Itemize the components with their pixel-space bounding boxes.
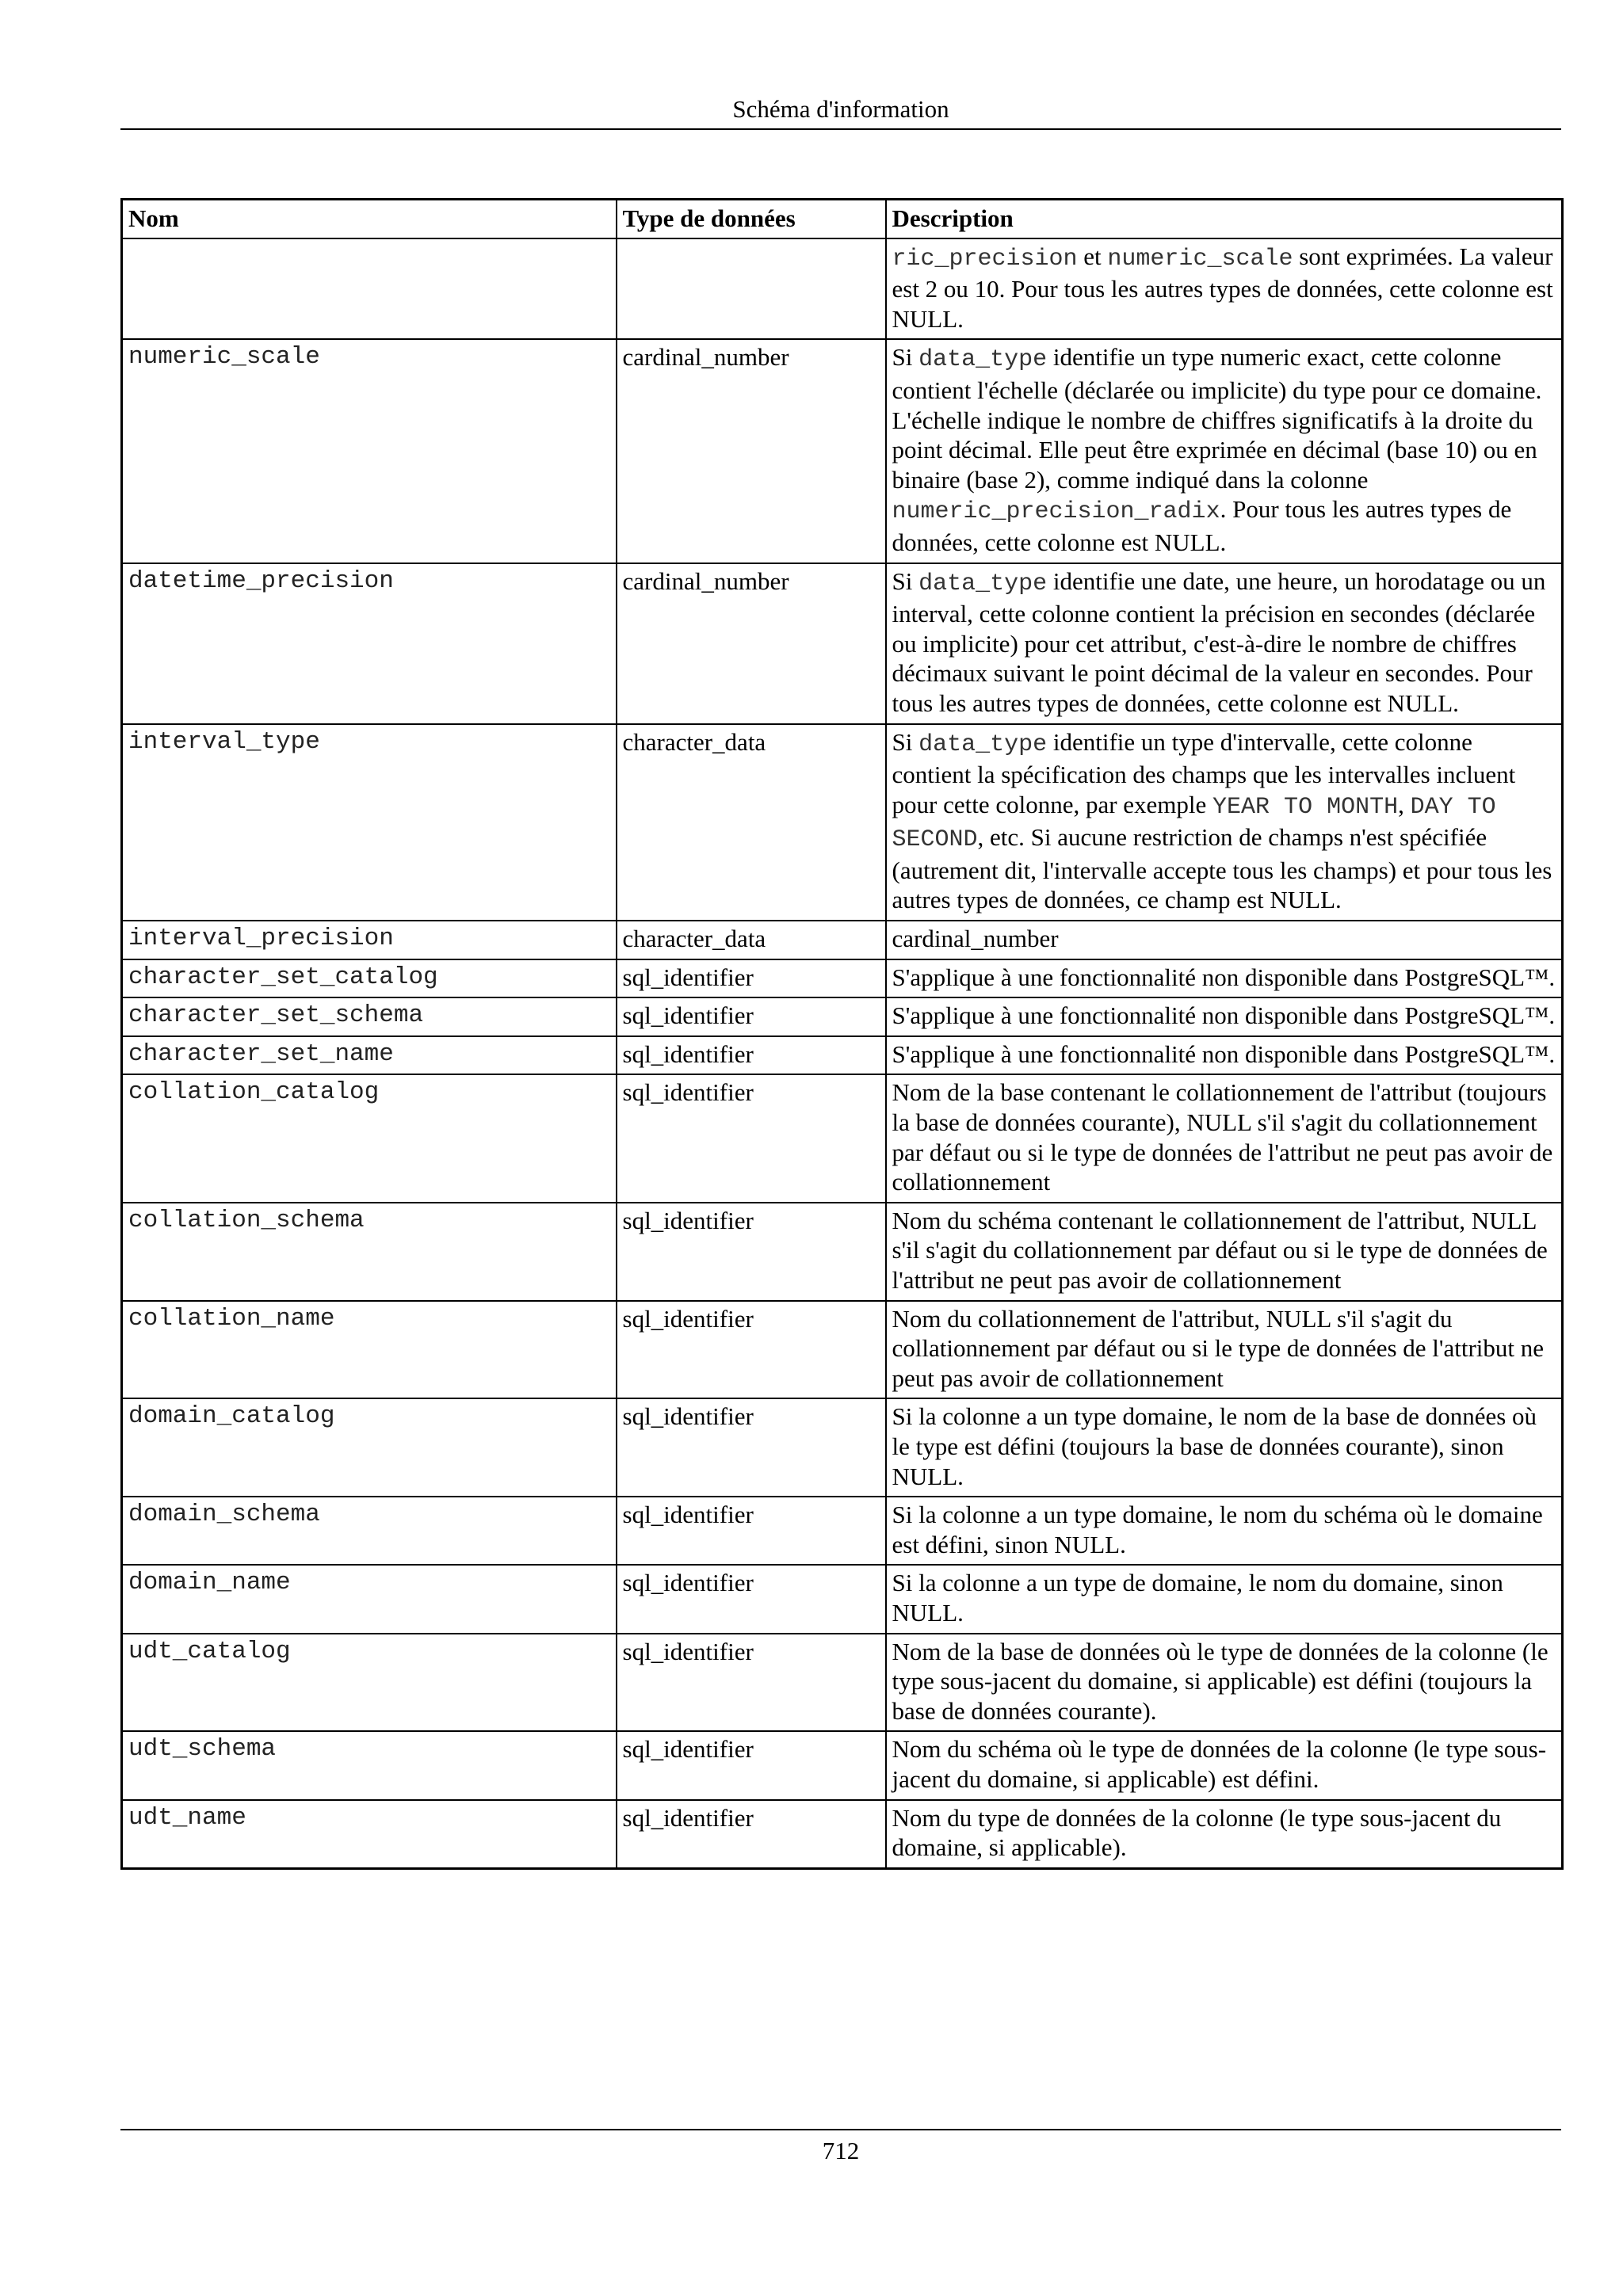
desc-text: et: [1077, 242, 1108, 270]
code-fragment: DAY TO SECOND: [892, 793, 1496, 854]
table-row: [122, 1634, 1563, 1732]
row-type: sql_identifier: [617, 1036, 886, 1075]
row-name: udt_name: [122, 1800, 617, 1869]
row-type: sql_identifier: [617, 1203, 886, 1301]
column-header-type: Type de données: [617, 200, 886, 238]
row-type: sql_identifier: [617, 1634, 886, 1732]
code-fragment: numeric_precision_radix: [892, 498, 1220, 526]
code-fragment: ric_precision: [892, 245, 1078, 273]
desc-text: Si: [892, 566, 919, 595]
row-type: cardinal_number: [617, 563, 886, 724]
row-name: numeric_scale: [122, 339, 617, 563]
table-row: [122, 1074, 1563, 1202]
row-name: domain_name: [122, 1565, 617, 1633]
row-type: sql_identifier: [617, 1800, 886, 1869]
row-description: [886, 563, 1563, 724]
row-type: sql_identifier: [617, 1074, 886, 1202]
table-row: [122, 724, 1563, 921]
row-description: Nom du collationnement de l'attribut, NULL s'il s'agit du collationnement par défaut ou si le type de données de l'attribut ne peut pas avoir de collationnement: [886, 1301, 1563, 1399]
row-type: cardinal_number: [617, 339, 886, 563]
table-row: [122, 921, 1563, 959]
row-type: sql_identifier: [617, 1731, 886, 1799]
page-number: 712: [822, 2137, 860, 2164]
table-row: [122, 1301, 1563, 1399]
row-name: udt_schema: [122, 1731, 617, 1799]
table-row: [122, 1036, 1563, 1075]
row-description: cardinal_number: [886, 921, 1563, 959]
desc-text: sont exprimées. La valeur est 2 ou 10. Pour tous les autres types de données, cette colonne est NULL.: [892, 242, 1553, 333]
row-description: Nom de la base contenant le collationnement de l'attribut (toujours la base de données courante), NULL s'il s'agit du collationnement par défaut ou si le type de données de l'attribut ne peut pas avoir de collationnement: [886, 1074, 1563, 1202]
row-description: S'applique à une fonctionnalité non disponible dans PostgreSQL™.: [886, 1036, 1563, 1075]
row-name: domain_catalog: [122, 1398, 617, 1497]
table-row: [122, 563, 1563, 724]
code-fragment: data_type: [918, 730, 1048, 758]
code-fragment: data_type: [918, 346, 1048, 374]
row-description: [886, 724, 1563, 921]
row-description: Si la colonne a un type domaine, le nom de la base de données où le type est défini (toujours la base de données courante), sinon NULL.: [886, 1398, 1563, 1497]
row-name: udt_catalog: [122, 1634, 617, 1732]
row-name: [122, 238, 617, 340]
row-description: [886, 339, 1563, 563]
header-rule: [120, 128, 1561, 130]
row-name: collation_catalog: [122, 1074, 617, 1202]
desc-text: identifie une date, une heure, un horodatage ou un interval, cette colonne contient la précision en secondes (déclarée ou implicite) pour cet attribut, c'est-à-dire le nombre de chiffres décimaux suivant le point décimal de la valeur en secondes. Pour tous les autres types de données, cette colonne est NULL.: [892, 566, 1546, 717]
footer-rule: [120, 2129, 1561, 2130]
desc-text: . Pour tous les autres types de données, cette colonne est NULL.: [892, 495, 1512, 556]
row-description: Nom de la base de données où le type de données de la colonne (le type sous-jacent du domaine, si applicable) est défini (toujours la base de données courante).: [886, 1634, 1563, 1732]
table-row: [122, 238, 1563, 340]
row-description: [886, 238, 1563, 340]
desc-text: Si: [892, 727, 919, 756]
row-name: interval_precision: [122, 921, 617, 959]
desc-text: , etc. Si aucune restriction de champs n'est spécifiée (autrement dit, l'intervalle accepte tous les champs) et pour tous les autres types de données, ce champ est NULL.: [892, 823, 1552, 914]
table-row: [122, 1800, 1563, 1869]
desc-text: ,: [1398, 790, 1411, 818]
row-type: sql_identifier: [617, 959, 886, 998]
row-name: collation_schema: [122, 1203, 617, 1301]
page-header: Schéma d'information: [732, 95, 949, 123]
row-type: sql_identifier: [617, 1398, 886, 1497]
column-header-description: Description: [886, 200, 1563, 238]
table-row: [122, 1398, 1563, 1497]
code-fragment: numeric_scale: [1107, 245, 1293, 273]
row-type: [617, 238, 886, 340]
row-description: Si la colonne a un type de domaine, le nom du domaine, sinon NULL.: [886, 1565, 1563, 1633]
desc-text: Si: [892, 343, 919, 372]
row-description: Si la colonne a un type domaine, le nom du schéma où le domaine est défini, sinon NULL.: [886, 1497, 1563, 1565]
code-fragment: YEAR TO MONTH: [1212, 793, 1399, 821]
table-header-row: [122, 200, 1563, 238]
table-row: [122, 959, 1563, 998]
row-type: character_data: [617, 724, 886, 921]
row-name: collation_name: [122, 1301, 617, 1399]
table-row: [122, 1731, 1563, 1799]
row-type: sql_identifier: [617, 1565, 886, 1633]
row-description: S'applique à une fonctionnalité non disponible dans PostgreSQL™.: [886, 997, 1563, 1036]
desc-text: identifie un type d'intervalle, cette colonne contient la spécification des champs que les intervalles incluent pour cette colonne, par exemple: [892, 727, 1516, 818]
code-fragment: data_type: [918, 570, 1048, 597]
row-name: domain_schema: [122, 1497, 617, 1565]
table-row: [122, 339, 1563, 563]
row-name: interval_type: [122, 724, 617, 921]
table-row: [122, 1497, 1563, 1565]
row-name: character_set_name: [122, 1036, 617, 1075]
row-type: character_data: [617, 921, 886, 959]
attributes-table: [120, 198, 1564, 1870]
row-type: sql_identifier: [617, 1301, 886, 1399]
row-name: datetime_precision: [122, 563, 617, 724]
table-row: [122, 1565, 1563, 1633]
table-row: [122, 1203, 1563, 1301]
row-description: Nom du schéma contenant le collationnement de l'attribut, NULL s'il s'agit du collationnement par défaut ou si le type de données de l'attribut ne peut pas avoir de collationnement: [886, 1203, 1563, 1301]
desc-text: identifie un type numeric exact, cette colonne contient l'échelle (déclarée ou implicite) du type pour ce domaine. L'échelle indique le nombre de chiffres significatifs à la droite du point décimal. Elle peut être exprimée en décimal (base 10) ou en binaire (base 2), comme indiqué dans la colonne: [892, 343, 1542, 494]
row-description: Nom du type de données de la colonne (le type sous-jacent du domaine, si applicable).: [886, 1800, 1563, 1869]
row-name: character_set_catalog: [122, 959, 617, 998]
row-name: character_set_schema: [122, 997, 617, 1036]
column-header-nom: Nom: [122, 200, 617, 238]
table-row: [122, 997, 1563, 1036]
row-type: sql_identifier: [617, 997, 886, 1036]
row-description: Nom du schéma où le type de données de la colonne (le type sous-jacent du domaine, si applicable) est défini.: [886, 1731, 1563, 1799]
row-description: S'applique à une fonctionnalité non disponible dans PostgreSQL™.: [886, 959, 1563, 998]
row-type: sql_identifier: [617, 1497, 886, 1565]
